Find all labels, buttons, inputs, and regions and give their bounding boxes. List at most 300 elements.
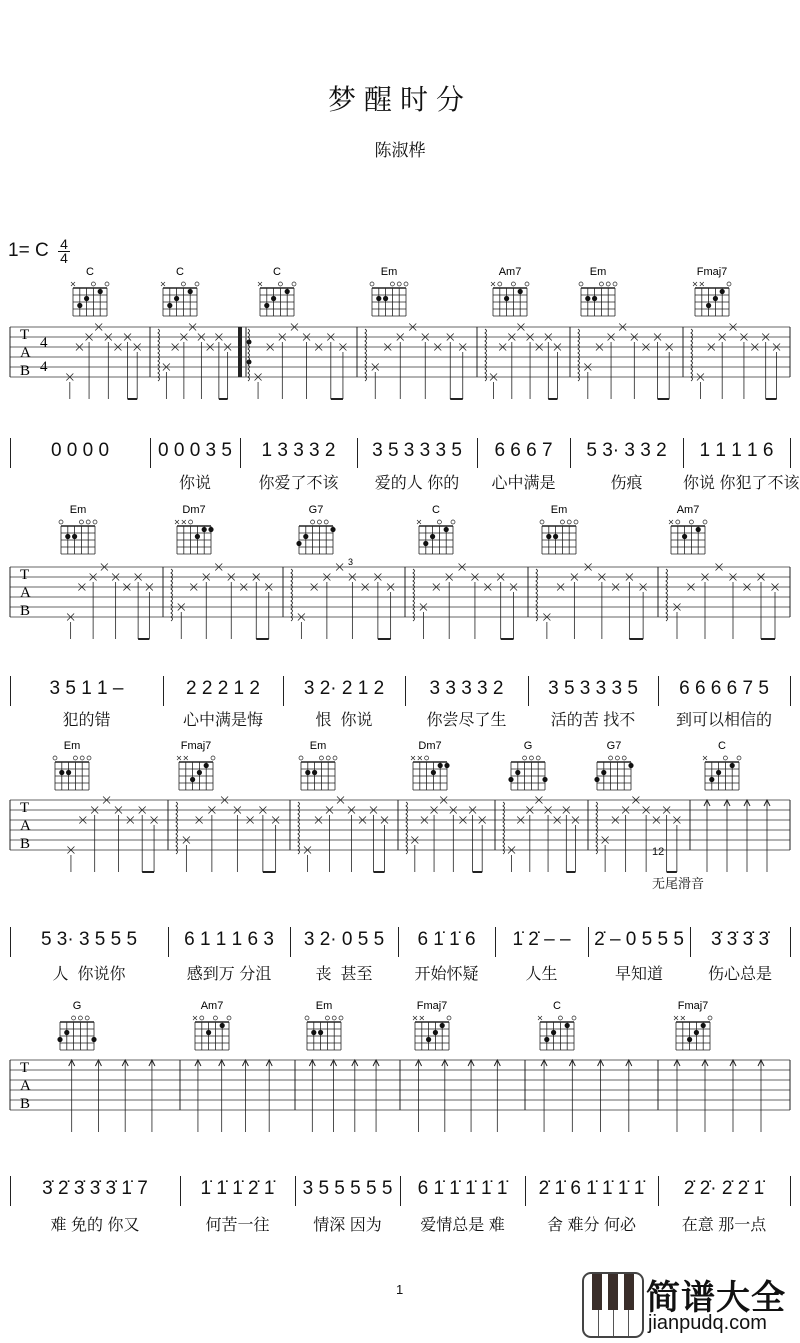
- chord-diagram: [413, 1000, 451, 1050]
- open-string-icon: [574, 520, 578, 524]
- tab-staff-system: [0, 502, 800, 652]
- chord-diagram: [370, 266, 408, 316]
- measure-notes: 3 5 1 1 –: [49, 678, 124, 699]
- open-string-icon: [703, 520, 707, 524]
- open-string-icon: [87, 756, 91, 760]
- lyrics: 爱的人 你的: [374, 475, 460, 492]
- finger-dot: [546, 534, 551, 539]
- lyrics: 情深 因为: [313, 1217, 382, 1234]
- muted-string-icon: [681, 1016, 685, 1020]
- chord-name: Am7: [676, 504, 700, 516]
- measure-notes: 2̇ – 0 5 5 5: [594, 929, 684, 950]
- measure-notes: 6 6 6 7: [494, 440, 553, 461]
- open-string-icon: [213, 1016, 217, 1020]
- open-string-icon: [195, 282, 199, 286]
- muted-string-icon: [413, 1016, 417, 1020]
- notation-bar-line: [400, 1176, 401, 1206]
- open-string-icon: [317, 520, 321, 524]
- finger-dot: [709, 777, 714, 782]
- open-string-icon: [523, 756, 527, 760]
- measure-notes: 0 0 0 3 5: [158, 440, 232, 461]
- open-string-icon: [567, 520, 571, 524]
- chord-diagram: [71, 266, 109, 316]
- muted-string-icon: [538, 1016, 542, 1020]
- chord-diagram: [57, 1000, 96, 1050]
- tab-clef-b: B: [20, 603, 31, 619]
- notation-bar-line: [283, 676, 284, 706]
- measure-notes: 2̇ 2̇· 2̇ 2̇ 1̇: [683, 1178, 765, 1199]
- tab-staff-system: [0, 738, 800, 888]
- open-string-icon: [560, 520, 564, 524]
- chord-diagram: [669, 504, 707, 554]
- fret-annotation: 12: [652, 846, 665, 858]
- lyrics: 你说 你犯了不该: [683, 475, 800, 492]
- notation-bar-line: [658, 1176, 659, 1206]
- tab-time-sig: 4: [40, 335, 48, 351]
- site-logo: [582, 1270, 797, 1338]
- finger-dot: [208, 527, 213, 532]
- open-string-icon: [189, 520, 193, 524]
- open-string-icon: [615, 756, 619, 760]
- measure-notes: 1 1 1 1 6: [699, 440, 774, 461]
- lyrics: 人 你说你: [52, 966, 126, 983]
- chord-name: C: [176, 266, 184, 278]
- measure-notes: 1̇ 2̇ – –: [512, 929, 571, 950]
- notation-bar-line: [790, 438, 791, 468]
- finger-dot: [98, 289, 103, 294]
- open-string-icon: [737, 756, 741, 760]
- finger-dot: [91, 1037, 96, 1042]
- finger-dot: [438, 763, 443, 768]
- notation-bar-line: [180, 1176, 181, 1206]
- finger-dot: [515, 770, 520, 775]
- notation-bar-line: [588, 927, 589, 957]
- technique-annotation: 无尾滑音: [652, 876, 705, 891]
- finger-dot: [296, 541, 301, 546]
- finger-dot: [195, 534, 200, 539]
- notation-bar-line: [163, 676, 164, 706]
- notation-bar-line: [295, 1176, 296, 1206]
- measure-notes: 5 3· 3 3 2: [586, 440, 667, 461]
- finger-dot: [84, 296, 89, 301]
- chord-name: C: [718, 740, 726, 752]
- chord-name: C: [553, 1000, 561, 1012]
- lyrics: 你尝尽了生: [426, 712, 507, 729]
- finger-dot: [682, 534, 687, 539]
- chord-name: C: [432, 504, 440, 516]
- open-string-icon: [325, 1016, 329, 1020]
- chord-diagram: [491, 266, 529, 316]
- lyrics: 你说: [178, 475, 211, 492]
- lyrics: 到可以相信的: [675, 712, 772, 729]
- chord-diagram: [594, 740, 633, 790]
- time-sig-top: 4: [60, 236, 68, 252]
- time-signature: [58, 238, 70, 265]
- chord-diagram: [417, 504, 455, 554]
- open-string-icon: [59, 520, 63, 524]
- muted-string-icon: [703, 756, 707, 760]
- open-string-icon: [498, 282, 502, 286]
- notation-bar-line: [477, 438, 478, 468]
- open-string-icon: [86, 520, 90, 524]
- measure-notes: 3 5 3 3 3 5: [548, 678, 638, 699]
- finger-dot: [311, 1030, 316, 1035]
- open-string-icon: [227, 1016, 231, 1020]
- open-string-icon: [599, 282, 603, 286]
- tab-time-sig: 4: [40, 359, 48, 375]
- chord-diagram: [693, 266, 731, 316]
- open-string-icon: [622, 756, 626, 760]
- notation-bar-line: [525, 1176, 526, 1206]
- lyrics: 丧 甚至: [315, 966, 373, 983]
- tab-staff-system: [0, 264, 800, 414]
- notation-bar-line: [790, 927, 791, 957]
- muted-string-icon: [161, 282, 165, 286]
- notation-bar-line: [10, 676, 11, 706]
- tab-clef-b: B: [20, 1096, 31, 1112]
- open-string-icon: [390, 282, 394, 286]
- finger-dot: [551, 1030, 556, 1035]
- chord-diagram: [53, 740, 91, 790]
- tab-clef-a: A: [20, 585, 31, 601]
- notation-bar-line: [290, 927, 291, 957]
- lyrics: 感到万 分沮: [186, 966, 272, 983]
- measure-notes: 3̇ 2̇ 3̇ 3̇ 3̇ 1̇ 7: [42, 1178, 148, 1199]
- measure-notes: 3 5 3 3 3 5: [372, 440, 462, 461]
- finger-dot: [687, 1037, 692, 1042]
- finger-dot: [330, 527, 335, 532]
- finger-dot: [376, 296, 381, 301]
- notation-bar-line: [528, 676, 529, 706]
- notation-bar-line: [240, 438, 241, 468]
- tab-clef-a: A: [20, 1078, 31, 1094]
- notation-bar-line: [790, 1176, 791, 1206]
- logo-text: 简谱大全: [646, 1279, 786, 1317]
- finger-dot: [601, 770, 606, 775]
- measure-notes: 1̇ 1̇ 1̇ 2̇ 1̇: [200, 1178, 275, 1199]
- tab-clef-b: B: [20, 836, 31, 852]
- lyrics: 活的苦 找不: [550, 712, 636, 729]
- muted-string-icon: [175, 520, 179, 524]
- tab-clef-t: T: [20, 800, 30, 816]
- finger-dot: [271, 296, 276, 301]
- finger-dot: [508, 777, 513, 782]
- finger-dot: [553, 534, 558, 539]
- finger-dot: [565, 1023, 570, 1028]
- notation-bar-line: [790, 676, 791, 706]
- notation-bar-line: [405, 676, 406, 706]
- muted-string-icon: [182, 520, 186, 524]
- chord-diagram: [299, 740, 337, 790]
- notation-bar-line: [683, 438, 684, 468]
- finger-dot: [202, 527, 207, 532]
- open-string-icon: [558, 1016, 562, 1020]
- measure-notes: 6 1̇ 1̇ 6: [417, 929, 476, 950]
- song-title: 梦醒时分: [327, 84, 472, 115]
- chord-name: Fmaj7: [677, 1000, 709, 1012]
- lyrics: 早知道: [614, 966, 663, 983]
- finger-dot: [585, 296, 590, 301]
- tab-staff-system: [0, 998, 800, 1148]
- lyrics: 在意 那一点: [681, 1217, 767, 1234]
- finger-dot: [174, 296, 179, 301]
- finger-dot: [720, 289, 725, 294]
- finger-dot: [206, 1030, 211, 1035]
- measure-notes: 2 2 2 1 2: [186, 678, 260, 699]
- notation-bar-line: [398, 927, 399, 957]
- measure-notes: 3 2· 2 1 2: [303, 678, 385, 699]
- finger-dot: [730, 763, 735, 768]
- chord-name: G: [72, 1000, 82, 1012]
- tab-clef-b: B: [20, 363, 31, 379]
- piano-keys-icon: [582, 1272, 644, 1338]
- open-string-icon: [278, 282, 282, 286]
- muted-string-icon: [71, 282, 75, 286]
- open-string-icon: [324, 520, 328, 524]
- open-string-icon: [529, 756, 533, 760]
- chord-diagram: [296, 504, 335, 554]
- chord-diagram: [305, 1000, 343, 1050]
- open-string-icon: [525, 282, 529, 286]
- finger-dot: [305, 770, 310, 775]
- chord-diagram: [193, 1000, 231, 1050]
- finger-dot: [426, 1037, 431, 1042]
- lyrics: 恨 你说: [315, 712, 373, 729]
- finger-dot: [188, 289, 193, 294]
- lyrics: 犯的错: [62, 712, 111, 729]
- lyrics: 你爱了不该: [258, 475, 339, 492]
- open-string-icon: [708, 1016, 712, 1020]
- open-string-icon: [404, 282, 408, 286]
- chord-name: Fmaj7: [180, 740, 212, 752]
- measure-notes: 3 3 3 3 2: [429, 678, 504, 699]
- finger-dot: [594, 777, 599, 782]
- lyrics: 爱情总是 难: [420, 1217, 505, 1234]
- chord-diagram: [258, 266, 296, 316]
- chord-name: Am7: [498, 266, 522, 278]
- finger-dot: [694, 1030, 699, 1035]
- open-string-icon: [105, 282, 109, 286]
- chord-name: Em: [380, 266, 398, 278]
- open-string-icon: [609, 756, 613, 760]
- chord-diagram: [175, 504, 214, 554]
- finger-dot: [592, 296, 597, 301]
- measure-notes: 1 3 3 3 2: [261, 440, 336, 461]
- chord-diagram: [508, 740, 547, 790]
- open-string-icon: [53, 756, 57, 760]
- chord-name: G7: [308, 504, 324, 516]
- chord-diagram: [161, 266, 199, 316]
- finger-dot: [303, 534, 308, 539]
- finger-dot: [433, 1030, 438, 1035]
- finger-dot: [167, 303, 172, 308]
- logo-url: jianpudq.com: [648, 1312, 767, 1334]
- measure-notes: 3 2· 0 5 5: [303, 929, 385, 950]
- lyrics: 开始怀疑: [414, 966, 479, 983]
- open-string-icon: [333, 756, 337, 760]
- chord-diagram: [703, 740, 741, 790]
- muted-string-icon: [420, 1016, 424, 1020]
- muted-string-icon: [411, 756, 415, 760]
- notation-bar-line: [570, 438, 571, 468]
- open-string-icon: [540, 520, 544, 524]
- open-string-icon: [181, 282, 185, 286]
- open-string-icon: [723, 756, 727, 760]
- finger-dot: [318, 1030, 323, 1035]
- tab-clef-t: T: [20, 327, 30, 343]
- open-string-icon: [676, 520, 680, 524]
- finger-dot: [264, 303, 269, 308]
- open-string-icon: [332, 1016, 336, 1020]
- chord-diagram: [538, 1000, 576, 1050]
- open-string-icon: [319, 756, 323, 760]
- notation-bar-line: [10, 927, 11, 957]
- finger-dot: [444, 527, 449, 532]
- open-string-icon: [579, 282, 583, 286]
- notation-bar-line: [357, 438, 358, 468]
- open-string-icon: [511, 282, 515, 286]
- chord-name: Fmaj7: [696, 266, 728, 278]
- finger-dot: [716, 770, 721, 775]
- finger-dot: [190, 777, 195, 782]
- chord-name: G7: [606, 740, 622, 752]
- tab-clef-t: T: [20, 1060, 30, 1076]
- chord-name: C: [86, 266, 94, 278]
- notation-bar-line: [658, 676, 659, 706]
- open-string-icon: [299, 756, 303, 760]
- open-string-icon: [85, 1016, 89, 1020]
- muted-string-icon: [258, 282, 262, 286]
- measure-notes: 5 3· 3 5 5 5: [40, 929, 138, 950]
- chord-name: Fmaj7: [416, 1000, 448, 1012]
- finger-dot: [77, 303, 82, 308]
- tab-clef-a: A: [20, 345, 31, 361]
- lyrics: 舍 难分 何必: [547, 1217, 636, 1234]
- finger-dot: [72, 534, 77, 539]
- finger-dot: [701, 1023, 706, 1028]
- open-string-icon: [79, 520, 83, 524]
- open-string-icon: [72, 1016, 76, 1020]
- measure-notes: 6 1 1 1 6 3: [184, 929, 274, 950]
- notation-bar-line: [150, 438, 151, 468]
- open-string-icon: [437, 520, 441, 524]
- lyrics: 难 免的 你又: [50, 1217, 140, 1234]
- tab-clef-a: A: [20, 818, 31, 834]
- notation-bar-line: [690, 927, 691, 957]
- muted-string-icon: [700, 282, 704, 286]
- lyrics: 心中满是: [491, 475, 556, 492]
- chord-name: G: [523, 740, 533, 752]
- muted-string-icon: [491, 282, 495, 286]
- lyrics: 人生: [525, 966, 558, 983]
- open-string-icon: [689, 520, 693, 524]
- muted-string-icon: [417, 520, 421, 524]
- muted-string-icon: [669, 520, 673, 524]
- chord-diagram: [540, 504, 578, 554]
- lyrics: 何苦一往: [205, 1217, 270, 1234]
- open-string-icon: [397, 282, 401, 286]
- finger-dot: [220, 1023, 225, 1028]
- finger-dot: [504, 296, 509, 301]
- muted-string-icon: [177, 756, 181, 760]
- chord-name: Am7: [200, 1000, 224, 1012]
- open-string-icon: [727, 282, 731, 286]
- chord-name: Em: [69, 504, 87, 516]
- finger-dot: [544, 1037, 549, 1042]
- chord-name: Em: [315, 1000, 333, 1012]
- measure-notes: 6 6 6 6 7 5: [679, 678, 769, 699]
- measure-notes: 6 1̇ 1̇ 1̇ 1̇ 1̇: [417, 1178, 508, 1199]
- chord-name: Dm7: [418, 740, 442, 752]
- tab-clef-t: T: [20, 567, 30, 583]
- open-string-icon: [91, 282, 95, 286]
- open-string-icon: [305, 1016, 309, 1020]
- finger-dot: [204, 763, 209, 768]
- open-string-icon: [606, 282, 610, 286]
- finger-dot: [518, 289, 523, 294]
- lyrics: 心中满是悔: [182, 712, 263, 729]
- open-string-icon: [78, 1016, 82, 1020]
- open-string-icon: [80, 756, 84, 760]
- chord-diagram: [411, 740, 450, 790]
- chord-name: Em: [63, 740, 81, 752]
- muted-string-icon: [674, 1016, 678, 1020]
- time-sig-bottom: 4: [58, 251, 70, 265]
- notation-bar-line: [10, 1176, 11, 1206]
- chord-diagram: [59, 504, 97, 554]
- open-string-icon: [311, 520, 315, 524]
- finger-dot: [696, 527, 701, 532]
- chord-diagram: [177, 740, 215, 790]
- finger-dot: [383, 296, 388, 301]
- chord-name: Em: [589, 266, 607, 278]
- open-string-icon: [447, 1016, 451, 1020]
- notation-bar-line: [495, 927, 496, 957]
- finger-dot: [431, 770, 436, 775]
- open-string-icon: [451, 520, 455, 524]
- chord-name: C: [273, 266, 281, 278]
- muted-string-icon: [193, 1016, 197, 1020]
- finger-dot: [65, 534, 70, 539]
- finger-dot: [57, 1037, 62, 1042]
- muted-string-icon: [184, 756, 188, 760]
- chord-diagram: [579, 266, 617, 316]
- open-string-icon: [326, 756, 330, 760]
- finger-dot: [59, 770, 64, 775]
- finger-dot: [285, 289, 290, 294]
- chord-diagram: [674, 1000, 712, 1050]
- finger-dot: [440, 1023, 445, 1028]
- finger-dot: [423, 541, 428, 546]
- finger-dot: [430, 534, 435, 539]
- open-string-icon: [613, 282, 617, 286]
- notation-bar-line: [10, 438, 11, 468]
- finger-dot: [197, 770, 202, 775]
- measure-notes: 3 5 5 5 5 5: [302, 1178, 393, 1199]
- open-string-icon: [572, 1016, 576, 1020]
- artist-name: 陈淑桦: [374, 141, 426, 160]
- measure-notes: 2̇ 1̇ 6 1̇ 1̇ 1̇ 1̇: [538, 1178, 645, 1199]
- chord-name: Em: [550, 504, 568, 516]
- finger-dot: [706, 303, 711, 308]
- measure-notes: 3̇ 3̇ 3̇ 3̇: [710, 929, 770, 950]
- muted-string-icon: [418, 756, 422, 760]
- key-signature: 1= C: [8, 240, 49, 261]
- finger-dot: [628, 763, 633, 768]
- finger-dot: [444, 763, 449, 768]
- muted-string-icon: [693, 282, 697, 286]
- chord-name: Dm7: [182, 504, 206, 516]
